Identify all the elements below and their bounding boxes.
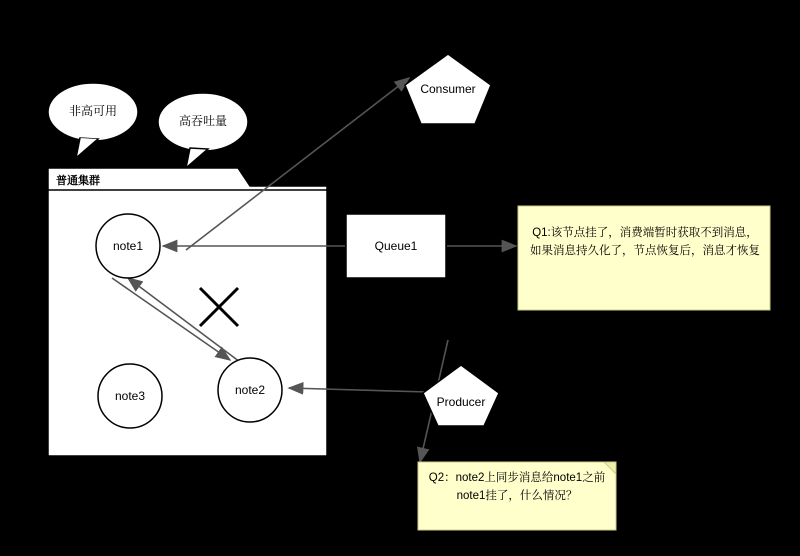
node-label-queue1: Queue1 (374, 239, 418, 253)
sticky-note-q2-text: Q2：note2上同步消息给note1之前note1挂了，什么情况？ (428, 472, 606, 502)
node-label-note2: note2 (234, 383, 266, 397)
node-label-note1: note1 (112, 239, 144, 253)
callout-bubble-2 (158, 93, 248, 168)
sticky-note-q1-text: Q1:该节点挂了，消费端暂时获取不到消息，如果消息持久化了，节点恢复后，消息才恢复 (530, 227, 760, 257)
cluster-title: 普通集群 (56, 175, 100, 187)
node-note3[interactable] (98, 364, 162, 428)
node-consumer[interactable] (405, 54, 491, 124)
callout-label-1: 非高可用 (68, 104, 117, 118)
node-label-producer: Producer (436, 395, 486, 409)
node-queue1[interactable] (346, 214, 446, 278)
node-producer[interactable] (423, 365, 499, 426)
node-note2[interactable] (218, 358, 282, 422)
node-label-note3: note3 (114, 389, 146, 403)
cluster-container (48, 168, 327, 456)
callout-label-2: 高吞吐量 (178, 114, 227, 128)
node-note1[interactable] (96, 214, 160, 278)
node-label-consumer: Consumer (420, 82, 476, 96)
callout-bubble-1 (48, 83, 138, 158)
